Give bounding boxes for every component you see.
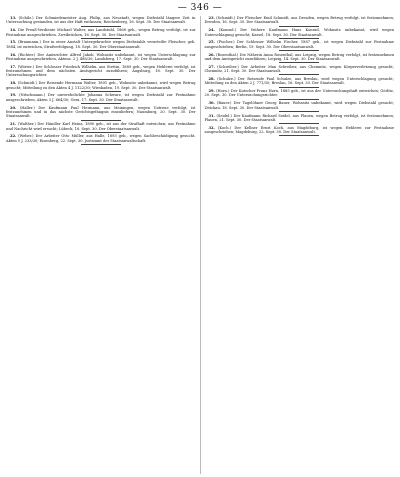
right-column <box>204 16 394 474</box>
notice-text: (Wörter.) Der Schlosser Friedrich Wilhelm, aus Stettin, 1889 geb., wegen Hehlerei verfolgt, ist festzunehmen und dem nächsten Amtsgericht zuzuführen; Augsburg, 18. Sept. 30. Der Untersuchungsrichter. <box>6 64 196 78</box>
notice-entry <box>204 28 394 37</box>
notice-text: (Horn.) Der Kutscher Franz Horn, 1885 geb., ist aus der Untersuchungshaft entwichen; Görlitz, 20. Sept. 30. Der Untersuchungsrichter. <box>204 89 394 98</box>
notice-entry <box>204 126 394 135</box>
notice-entry <box>6 65 196 78</box>
notice-entry <box>204 53 394 62</box>
notice-entry <box>204 40 394 49</box>
notice-entry <box>6 93 196 102</box>
notice-text: (Schmidt.) Der Fleischer Emil Schmidt, aus Dresden, wegen Betrug verfolgt, ist festzunehmen; Dresden, 16. Sept. 30. Der Staatsanwalt. <box>204 16 394 25</box>
notice-number: 17. <box>10 64 17 69</box>
notice-number: 21. <box>10 122 17 127</box>
notice-number: 18. <box>10 81 17 86</box>
notice-entry <box>6 106 196 119</box>
notice-text: (Braumann.) Der in einer Anstalt Untergebrachte wegen Diebstahls verurteilte Fleischer, geb. 1884, ist entwichen, Strafverfolgung, 18. Sept. 30. Der Oberstaatsanwalt. <box>6 40 196 49</box>
notice-number: 15. <box>10 40 17 45</box>
separator-rule <box>81 38 121 39</box>
notice-number: 22. <box>10 134 17 139</box>
notice-text: (Richter.) Der Amtsrichter Alfred Jakob, Wohnsitz unbekannt, ist wegen Unterschlagung zur Festnahme ausgeschrieben, Aktenz. 2 J. 488/30; Landsberg, 17. Sept. 30. Der Staatsanwalt. <box>6 52 196 61</box>
notice-entry <box>204 114 394 123</box>
columns-container <box>6 16 394 474</box>
notice-number: 14. <box>10 28 17 33</box>
notice-entry <box>204 16 394 25</box>
separator-rule <box>81 62 121 63</box>
notice-number: 27. <box>208 64 215 69</box>
notice-number: 20. <box>10 105 17 110</box>
separator-rule <box>279 50 319 51</box>
notice-number: 13. <box>10 16 17 20</box>
separator-rule <box>81 120 121 121</box>
notice-text: (Seidel.) Der Kaufmann Richard Seidel, aus Plauen, wegen Betrug verfolgt, ist festzunehmen; Plauen, 21. Sept. 30. Der Staatsanwalt. <box>204 113 394 122</box>
separator-rule <box>279 62 319 63</box>
notice-number: 31. <box>208 113 215 118</box>
separator-rule <box>81 132 121 133</box>
separator-rule <box>279 74 319 75</box>
notice-entry <box>6 81 196 90</box>
page-number: — 346 — <box>177 3 223 13</box>
notice-number: 19. <box>10 93 17 98</box>
notice-text: (Schulze.) Der Reisende Paul Schulze, aus Breslau, wird wegen Unterschlagung gesucht; Mitteilung zu den Akten 2 J. 771/30; Breslau, 16. Sept. 30. Der Staatsanwalt. <box>204 76 394 86</box>
notice-entry <box>204 101 394 110</box>
separator-rule <box>279 111 319 112</box>
separator-rule <box>81 26 121 27</box>
notice-entry <box>6 28 196 37</box>
notice-entry <box>6 40 196 49</box>
notice-text: (Konrad.) Der frühere Kaufmann Hans Konrad, Wohnsitz unbekannt, wird wegen Unterschlagung gesucht; Kassel, 18. Sept. 30. Der Staatsanwalt. <box>204 28 394 37</box>
separator-rule <box>81 103 121 104</box>
notice-text: (Rosenthal.) Die Näherin Anna Rosenthal, aus Leipzig, wegen Betrug verfolgt, ist festzunehmen und dem Amtsgericht zuzuführen; Leipzig, 14. Sept. 30. Der Staatsanwalt. <box>204 52 394 61</box>
notice-number: 16. <box>10 52 17 57</box>
notice-text: (Fischer.) Der Schlosser Wilhelm Fischer, 1887 geb., ist wegen Diebstahl zur Festnahme ausgeschrieben; Berlin, 19. Sept. 30. Der Oberstaatsanwalt. <box>204 40 394 49</box>
notice-text: (Schmidt.) Der Reisende Hermann Walter, 1891 geb., Wohnsitz unbekannt, wird wegen Betrug gesucht; Mitteilung zu den Akten 4 J. 1122/30; Wiesbaden, 19. Sept. 30. Der Staatsanwalt. <box>6 81 196 90</box>
notice-text: (Walther.) Der Händler Karl Heinz, 1890 geb., ist aus der Strafhaft entwichen; um Festnahme und Nachricht wird ersucht; Lübeck, 18. Sept. 30. Der Oberstaatsanwalt. <box>6 122 196 131</box>
notice-number: 29. <box>208 89 215 94</box>
notice-text: Die Preuß-Verdiente Michael Walter, aus Landstuhl, 1868 geb., wegen Betrug verfolgt, ist zur Festnahme ausgeschrieben. Zweibrücken, 16. Sept. 30. Der Staatsanwalt. <box>6 28 196 37</box>
notice-number: 26. <box>208 52 215 57</box>
column-divider <box>200 16 201 474</box>
notice-entry <box>6 122 196 131</box>
separator-rule <box>279 87 319 88</box>
notice-number: 28. <box>208 76 215 81</box>
separator-rule <box>279 123 319 124</box>
separator-rule <box>81 144 121 145</box>
separator-rule <box>81 79 121 80</box>
notice-text: (Weber.) Der Arbeiter Otto Müller, aus Halle, 1893 geb., wegen Sachbeschädigung gesucht, Akten 5 J. 233/30; Eisenberg, 22. Sept. 30. Justizamt der Staatsanwaltschaft. <box>6 134 196 143</box>
separator-rule <box>81 50 121 51</box>
notice-entry <box>6 134 196 143</box>
notice-text: (Nitschmann.) Der unverehelichte Johanna Schwarz, ist wegen Diebstahl zur Festnahme ausgeschrieben, Akten 3 J. 664/30; Gera, 17. Sept. 30. Der Staatsanwalt. <box>6 93 196 102</box>
notice-number: 24. <box>208 28 215 33</box>
separator-rule <box>279 38 319 39</box>
notice-entry <box>204 77 394 86</box>
left-column <box>6 16 196 474</box>
notice-entry <box>204 65 394 74</box>
notice-number: 23. <box>208 16 215 20</box>
notice-text: (Schilz.) Der Schmiedemeister Aug. Philip, aus Neustadt, wegen Diebstahl längere Zeit in Untersuchung gestanden, ist aus der Haft entlassen; Reichenberg, 16. Sept. 30. Der Staatsanwalt. <box>6 16 196 25</box>
notice-text: (Haller.) Der Kaufmann Paul Hermann, aus Meiningen, wegen Untreue verfolgt, ist festzunehmen und in das nächste Gerichtsgefängnis einzuliefern; Naumburg, 20. Sept. 30. Der Staatsanwalt. <box>6 105 196 119</box>
notice-entry <box>6 16 196 25</box>
notice-number: 32. <box>208 125 215 130</box>
separator-rule <box>279 135 319 136</box>
notice-number: 30. <box>208 101 215 106</box>
notice-number: 25. <box>208 40 215 45</box>
separator-rule <box>81 91 121 92</box>
notice-entry <box>6 53 196 62</box>
notice-text: (Schreiber.) Der Arbeiter Max Schreiber, aus Chemnitz, wegen Körperverletzung gesucht; Chemnitz, 21. Sept. 30. Der Staatsanwalt. <box>204 64 394 74</box>
separator-rule <box>279 26 319 27</box>
separator-rule <box>279 99 319 100</box>
notice-entry <box>204 89 394 98</box>
notice-text: (Koch.) Der Kellner Ernst Koch, aus Magdeburg, ist wegen Hehlerei zur Festnahme ausgeschrieben; Magdeburg, 22. Sept. 30. Der Staatsanwalt. <box>204 125 394 135</box>
notice-text: (Bauer.) Der Tagelöhner Georg Bauer, Wohnsitz unbekannt, wird wegen Diebstahl gesucht; Zwickau, 18. Sept. 30. Der Staatsanwalt. <box>204 101 394 110</box>
